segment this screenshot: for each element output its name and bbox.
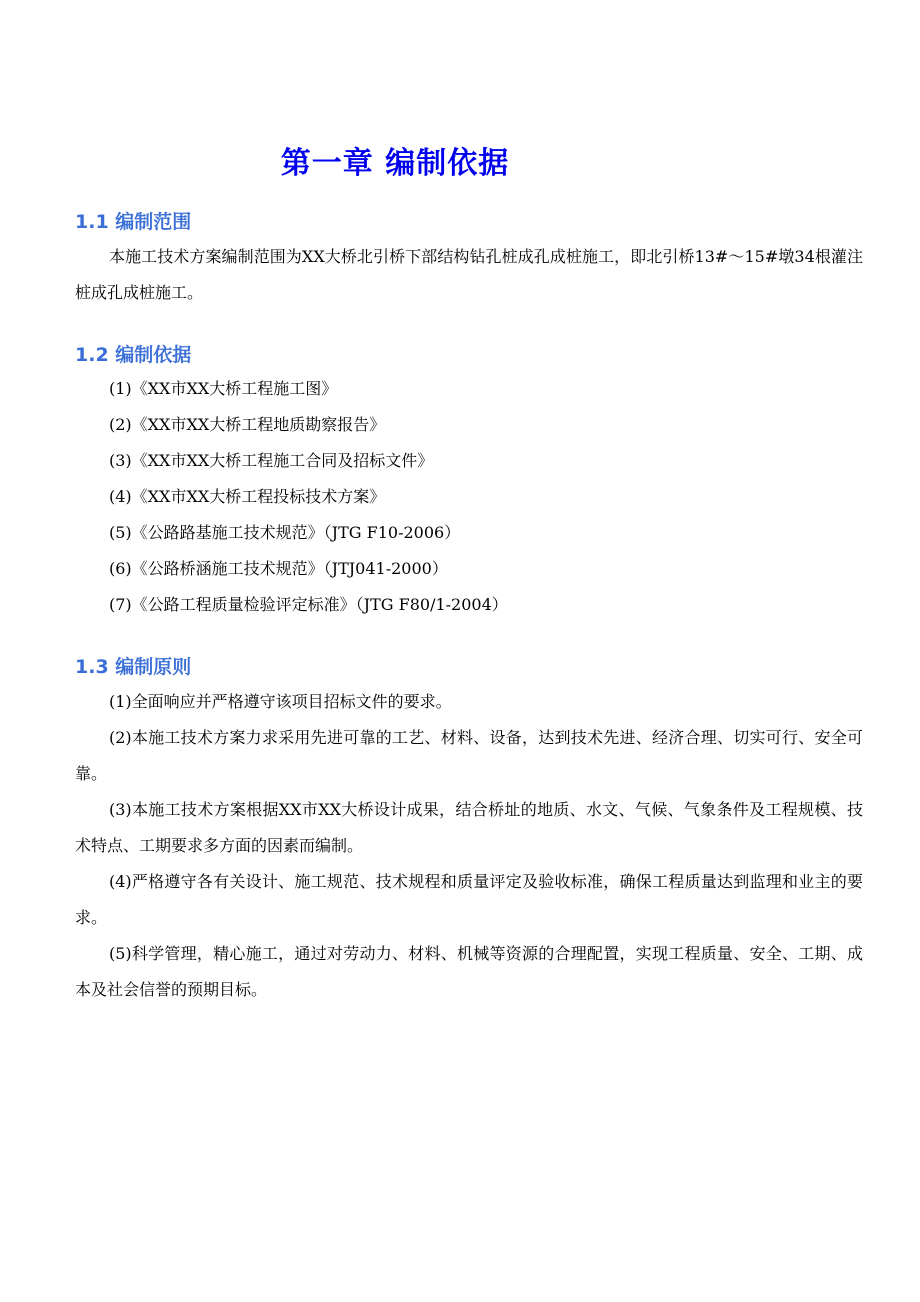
list-item: (4)《XX市XX大桥工程投标技术方案》 (109, 487, 386, 506)
list-item: (5)《公路路基施工技术规范》（JTG F10-2006） (109, 523, 461, 542)
section-heading-1-1: 1.1 编制范围 (75, 211, 192, 233)
principle-paragraph: (3)本施工技术方案根据XX市XX大桥设计成果，结合桥址的地质、水文、气候、气象条件及工程规模、技术特点、工期要求多方面的因素而编制。 (75, 800, 863, 855)
principle-paragraph: (5)科学管理，精心施工，通过对劳动力、材料、机械等资源的合理配置，实现工程质量、安全、工期、成本及社会信誉的预期目标。 (75, 944, 863, 999)
principle-paragraph: (4)严格遵守各有关设计、施工规范、技术规程和质量评定及验收标准，确保工程质量达到监理和业主的要求。 (75, 872, 863, 927)
section-1-1-paragraph: 本施工技术方案编制范围为XX大桥北引桥下部结构钻孔桩成孔成桩施工，即北引桥13#～15#墩34根灌注桩成孔成桩施工。 (75, 247, 863, 302)
list-item: (7)《公路工程质量检验评定标准》（JTG F80/1-2004） (109, 595, 508, 614)
section-heading-1-3: 1.3 编制原则 (75, 656, 192, 678)
chapter-title: 第一章 编制依据 (280, 146, 510, 181)
list-item: (2)《XX市XX大桥工程地质勘察报告》 (109, 415, 386, 434)
section-heading-1-2: 1.2 编制依据 (75, 344, 192, 366)
list-item: (3)《XX市XX大桥工程施工合同及招标文件》 (109, 451, 434, 470)
principle-paragraph: (2)本施工技术方案力求采用先进可靠的工艺、材料、设备，达到技术先进、经济合理、切实可行、安全可靠。 (75, 728, 863, 783)
principle-paragraph: (1)全面响应并严格遵守该项目招标文件的要求。 (109, 692, 452, 711)
list-item: (1)《XX市XX大桥工程施工图》 (109, 379, 338, 398)
list-item: (6)《公路桥涵施工技术规范》（JTJ041-2000） (109, 559, 448, 578)
